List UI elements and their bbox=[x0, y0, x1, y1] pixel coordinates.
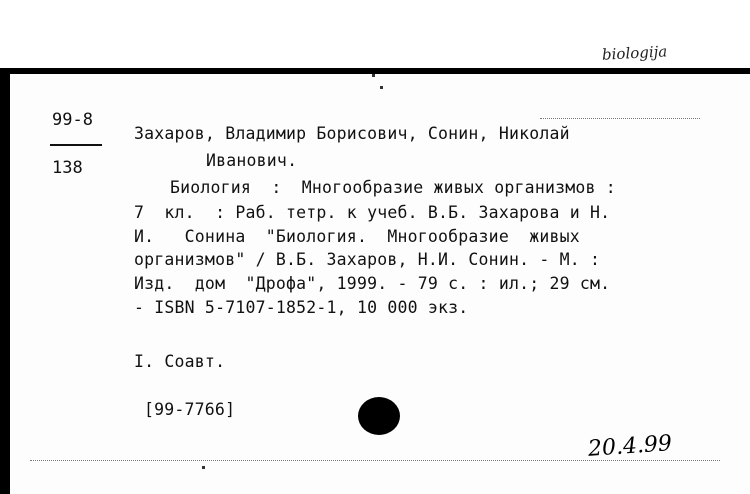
entry-line-6: организмов" / В.Б. Захаров, Н.И. Сонин. - М. : bbox=[134, 250, 601, 269]
entry-line-7: Изд. дом "Дрофа", 1999. - 79 с. : ил.; 29 см. bbox=[134, 274, 611, 293]
scan-speck bbox=[202, 466, 205, 469]
entry-line-5: И. Сонина "Биология. Многообразие живых bbox=[134, 227, 580, 246]
entry-line-3: Биология : Многообразие живых организмов : bbox=[170, 178, 616, 197]
entry-line-1: Захаров, Владимир Борисович, Сонин, Николай bbox=[134, 124, 570, 143]
scan-top-band bbox=[0, 0, 750, 74]
scan-speck bbox=[380, 86, 383, 89]
entry-line-4: 7 кл. : Раб. тетр. к учеб. В.Б. Захарова и Н. bbox=[134, 203, 611, 222]
catalog-id: [99-7766] bbox=[144, 400, 236, 419]
handwritten-note-top: biologija bbox=[601, 42, 668, 64]
handwritten-date: 20.4.99 bbox=[587, 431, 673, 462]
scan-speck bbox=[372, 74, 375, 77]
shelf-mark-bottom: 138 bbox=[52, 158, 83, 178]
entry-line-2: Иванович. bbox=[206, 151, 298, 170]
dotted-rule-bottom bbox=[30, 460, 720, 461]
entry-line-8: - ISBN 5-7107-1852-1, 10 000 экз. bbox=[134, 298, 469, 317]
shelf-mark-divider bbox=[50, 144, 102, 146]
shelf-mark-top: 99-8 bbox=[52, 110, 93, 130]
coauthor-line: I. Соавт. bbox=[134, 352, 226, 371]
dotted-rule-top bbox=[540, 118, 700, 119]
punch-hole bbox=[358, 397, 400, 435]
